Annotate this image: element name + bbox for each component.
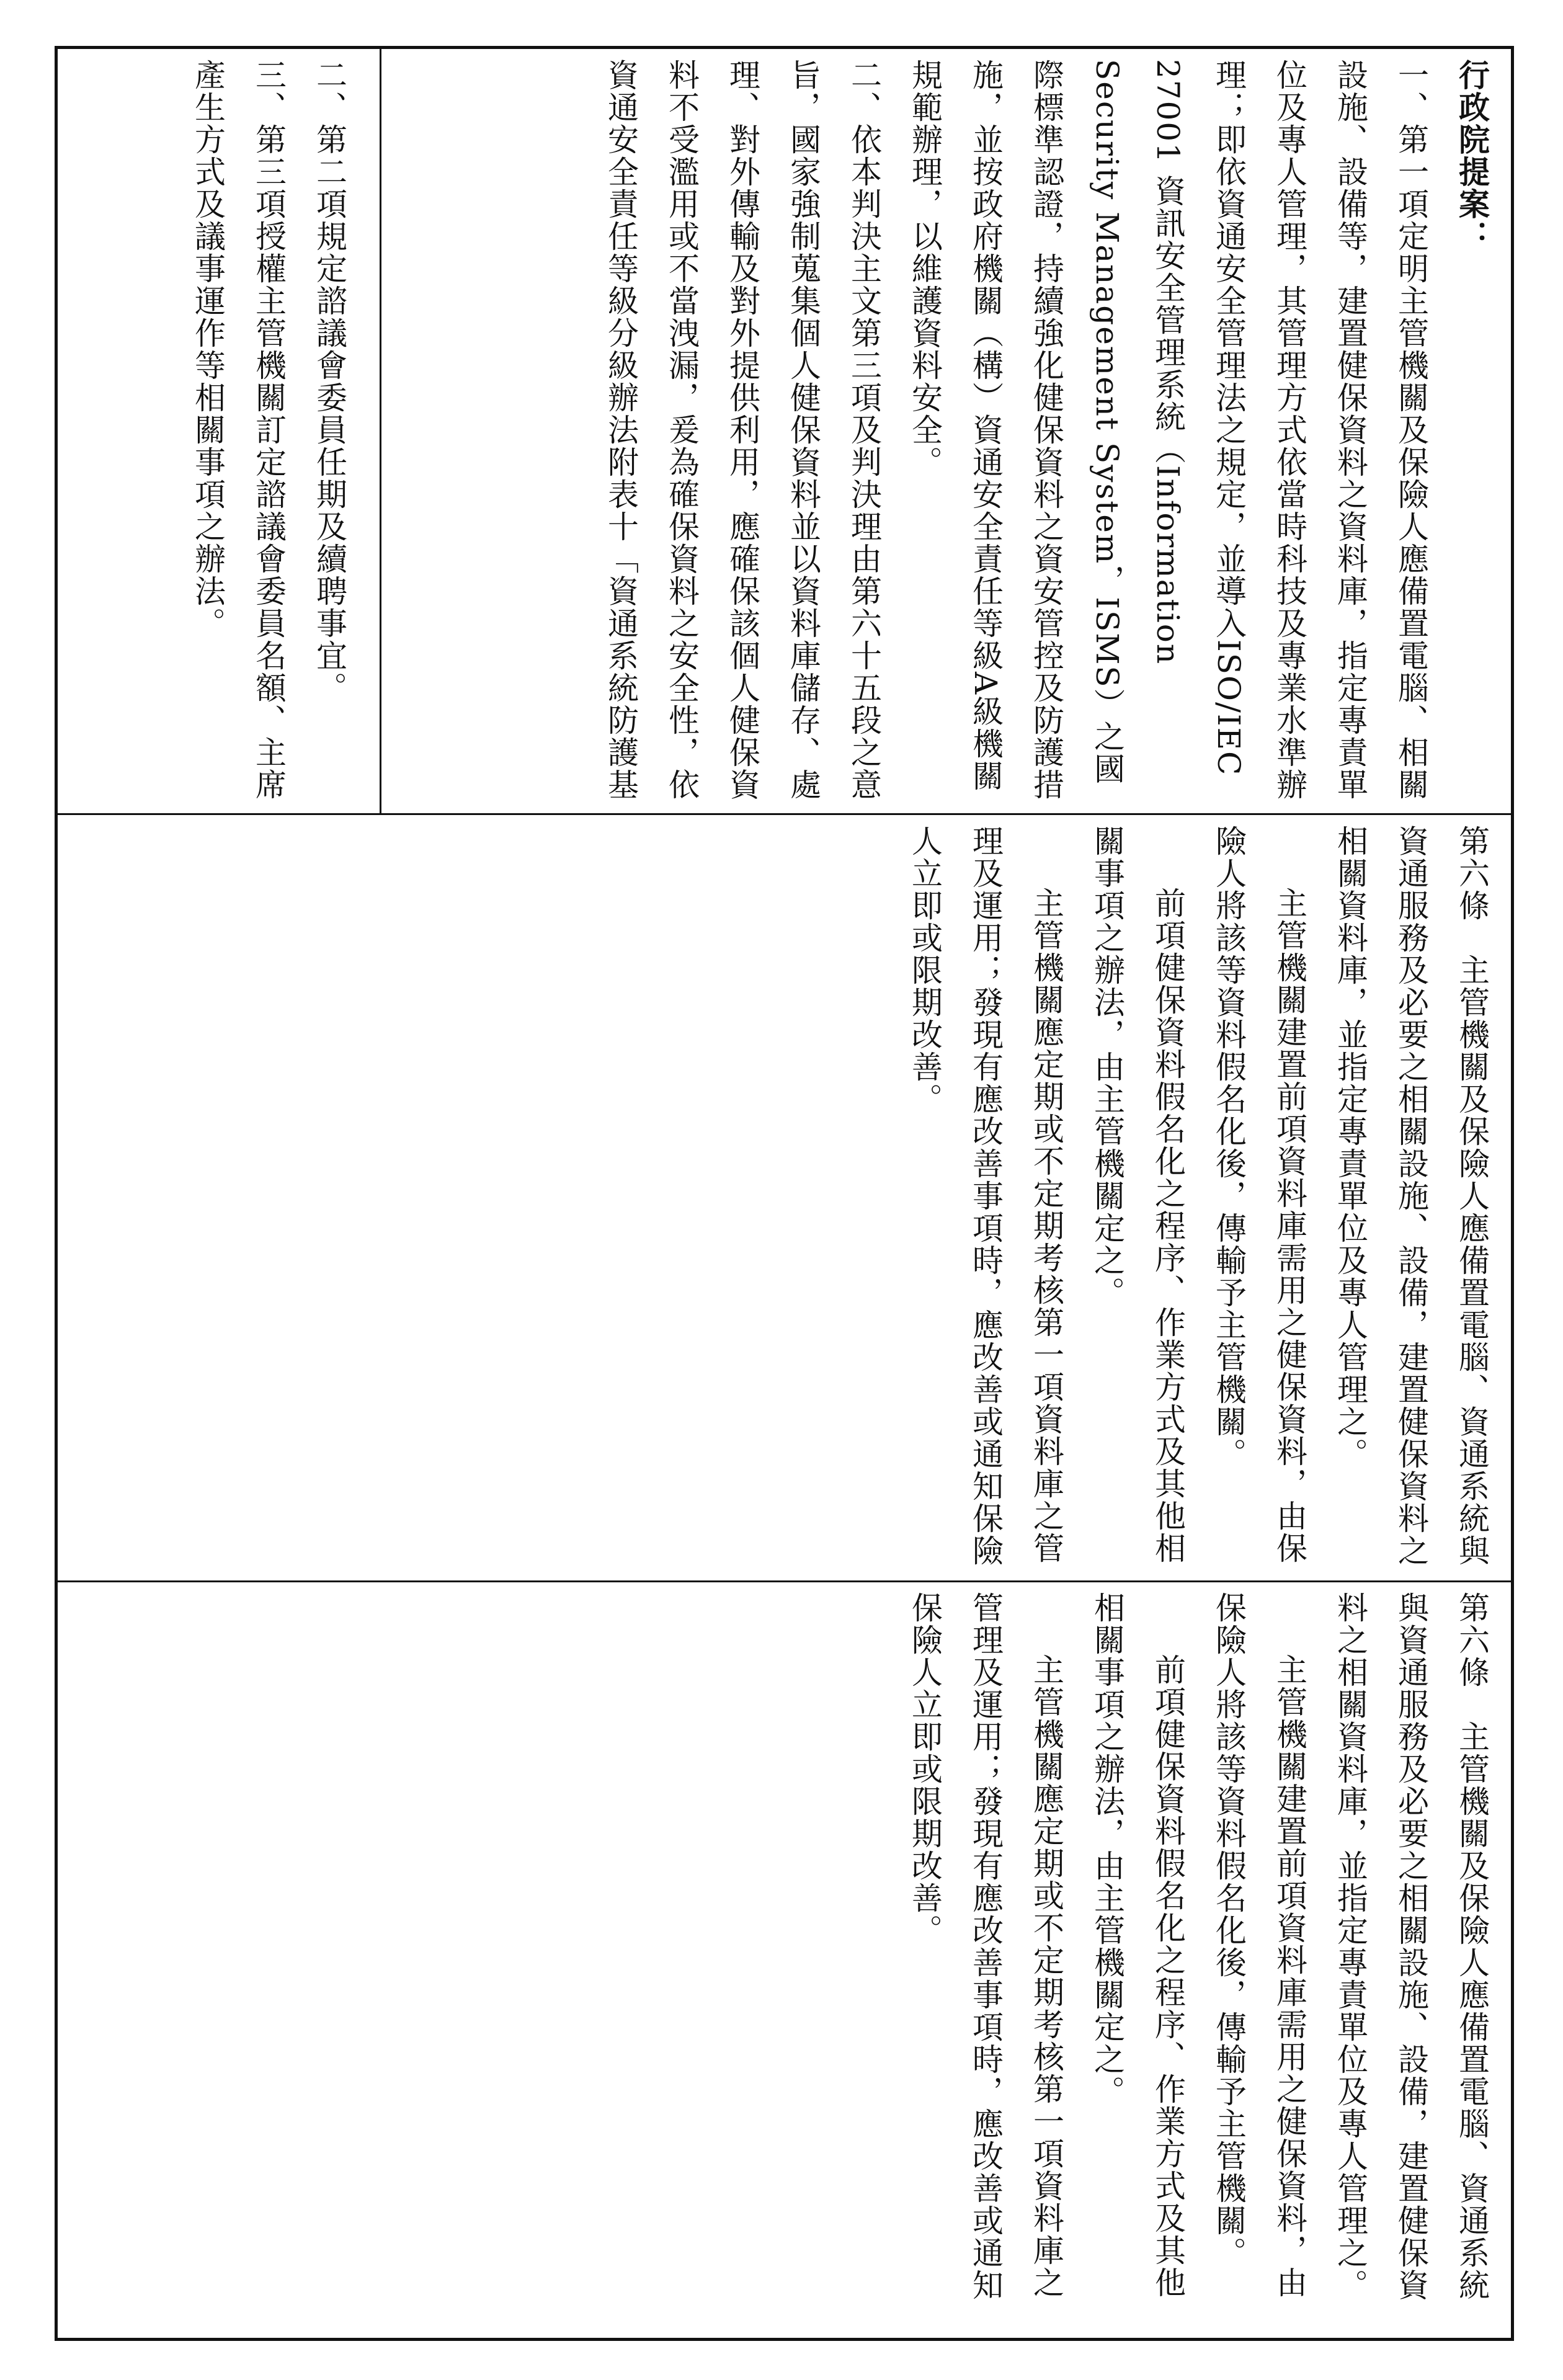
new-article-para-2: 主管機關建置前項資料庫需用之健保資料，由保險人將該等資料假名化後，傳輸予主管機關。 [1211, 825, 1307, 1564]
table-border-right [1511, 46, 1514, 2341]
notes-bottom-item-1: 一、第一項定明主管機關及保險人應備置電腦、相關設施、設備等，建置健保資料之資料庫，指定專責單位及專人管理，其管理方式依當時科技及專業水準辦理；即依資通安全管理法之規定，並導入ISO/IEC 27001 資訊安全管理系統（Information Security Management System，ISMS）之國際標準認證，持續強化健保資料之資安管控及防護措施，並按政府機關（構）資通安全責任等級A級機關規範辦理，以維護資料安全。 [907, 59, 1429, 801]
notes-top-item-3: 三、第三項授權主管機關訂定諮議會委員名額、主席產生方式及議事運作等相關事項之辦法。 [190, 59, 287, 801]
old-article-cell [392, 1592, 1502, 2330]
table-border-bottom [55, 2338, 1514, 2341]
row-divider [380, 46, 381, 815]
column-divider-1 [55, 813, 1514, 815]
notes-bottom-cell [392, 59, 1502, 803]
new-article-para-4: 主管機關應定期或不定期考核第一項資料庫之管理及運用；發現有應改善事項時，應改善或通知保險人立即或限期改善。 [907, 825, 1064, 1567]
notes-top-cell [74, 59, 360, 803]
table-border-left [55, 46, 58, 2341]
notes-heading: 行政院提案： [1454, 59, 1490, 252]
old-article-para-4: 主管機關應定期或不定期考核第一項資料庫之管理及運用；發現有應改善事項時，應改善或通知保險人立即或限期改善。 [907, 1592, 1064, 2301]
new-article-para-3: 前項健保資料假名化之程序、作業方式及其他相關事項之辦法，由主管機關定之。 [1089, 825, 1186, 1564]
column-divider-2 [55, 1580, 1514, 1582]
old-article-para-1: 第六條 主管機關及保險人應備置電腦、資通系統與資通服務及必要之相關設施、設備，建置健保資料之相關資料庫，並指定專責單位及專人管理之。 [1332, 1592, 1490, 2301]
notes-bottom-item-2: 二、依本判決主文第三項及判決理由第六十五段之意旨，國家強制蒐集個人健保資料並以資料庫儲存、處理、對外傳輸及對外提供利用，應確保該個人健保資料不受濫用或不當洩漏，爰為確保資料之安全性，依資通安全責任等級分級辦法附表十「資通系統防護基 [603, 59, 882, 801]
old-article-para-3: 前項健保資料假名化之程序、作業方式及其他相關事項之辦法，由主管機關定之。 [1089, 1592, 1186, 2299]
notes-top-item-2: 二、第二項規定諮議會委員任期及續聘事宜。 [311, 59, 347, 704]
new-article-para-1: 第六條 主管機關及保險人應備置電腦、資通系統與資通服務及必要之相關設施、設備，建置健保資料之相關資料庫，並指定專責單位及專人管理之。 [1332, 825, 1490, 1567]
old-article-para-2: 主管機關建置前項資料庫需用之健保資料，由保險人將該等資料假名化後，傳輸予主管機關。 [1211, 1592, 1307, 2299]
table-border-top [55, 46, 1514, 49]
new-article-cell [392, 825, 1502, 1569]
